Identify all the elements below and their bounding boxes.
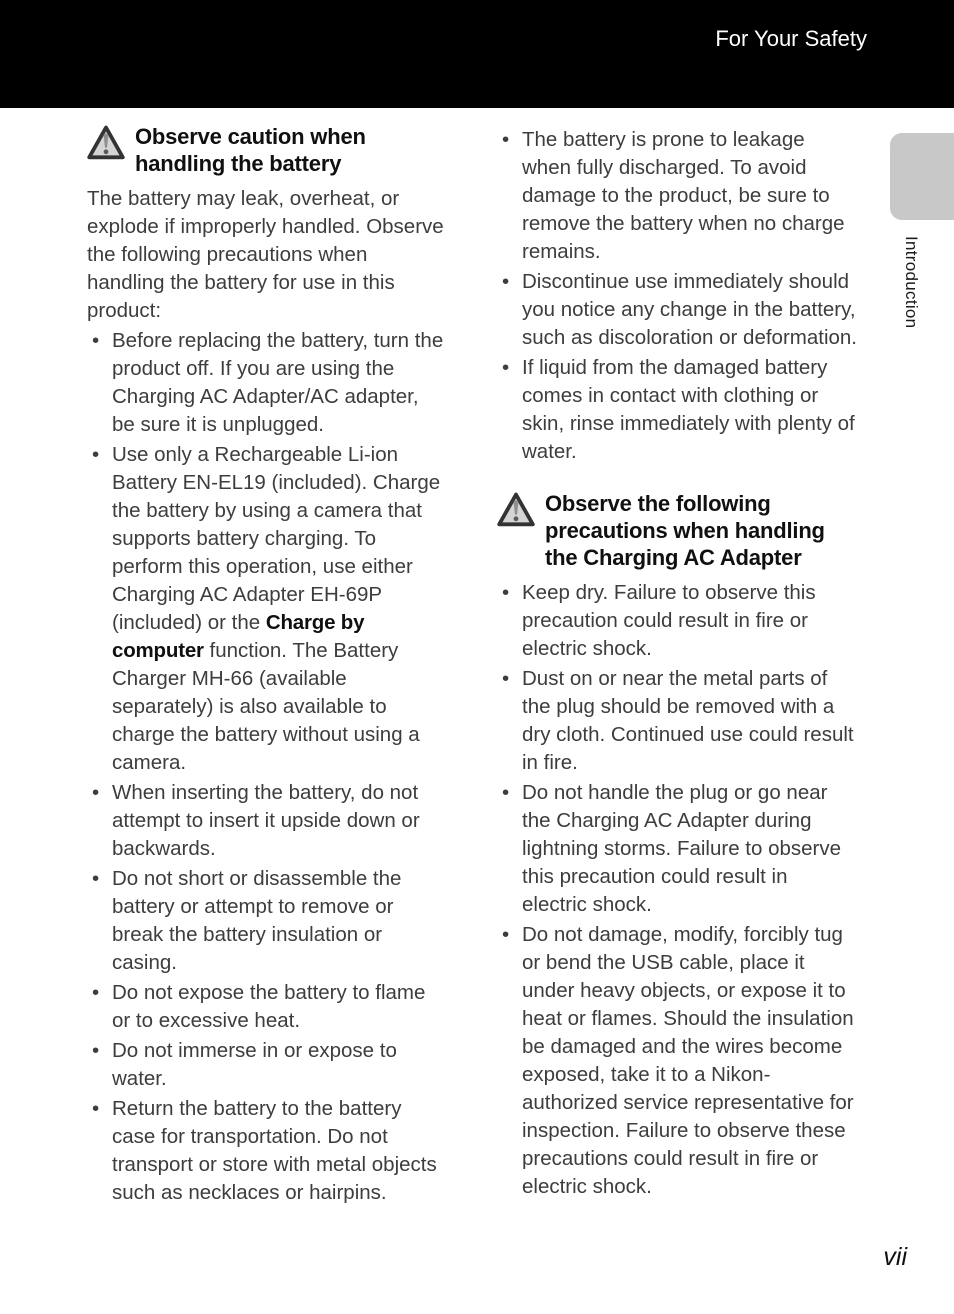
bullet-text: Do not immerse in or expose to water. [112, 1039, 397, 1090]
left-column [87, 123, 444, 1207]
list-item [497, 579, 858, 663]
bullet-text: If liquid from the damaged battery comes in contact with clothing or skin, rinse immediately with plenty of water. [522, 356, 855, 463]
warning-triangle-icon [87, 125, 125, 160]
chapter-tab-label: Introduction [902, 236, 921, 329]
bullet-marker: • [92, 867, 100, 890]
bullet-marker: • [92, 981, 100, 1004]
bullet-marker: • [502, 923, 510, 946]
bullet-marker: • [502, 356, 510, 379]
list-item [497, 126, 858, 266]
adapter-bullet-list [497, 579, 858, 1201]
battery-bullet-list-continued [497, 126, 858, 466]
list-item [497, 268, 858, 352]
battery-section-heading [87, 123, 444, 177]
list-item [87, 1037, 444, 1093]
bullet-marker: • [502, 667, 510, 690]
bullet-text: Do not handle the plug or go near the Charging AC Adapter during lightning storms. Failure to observe this precaution could result in electric shock. [522, 781, 842, 916]
bullet-text: Dust on or near the metal parts of the plug should be removed with a dry cloth. Continued use could result in fire. [522, 667, 854, 774]
chapter-tab [890, 133, 954, 220]
list-item [87, 979, 444, 1035]
battery-intro-paragraph: The battery may leak, overheat, or explode if improperly handled. Observe the following precautions when handling the battery for use in this product: [87, 187, 444, 322]
bullet-marker: • [502, 128, 510, 151]
bullet-marker: • [502, 270, 510, 293]
adapter-heading-text: Observe the following precautions when handling the Charging AC Adapter [545, 491, 825, 570]
battery-bullet-list [87, 327, 444, 1207]
list-item [87, 441, 444, 777]
bullet-marker: • [92, 781, 100, 804]
list-item [497, 779, 858, 919]
list-item [497, 665, 858, 777]
bullet-marker: • [92, 1097, 100, 1120]
bullet-text: Do not expose the battery to flame or to excessive heat. [112, 981, 426, 1032]
bullet-marker: • [502, 781, 510, 804]
bullet-text-bold-segment: Charge by computer [112, 611, 365, 662]
bullet-text: Before replacing the battery, turn the product off. If you are using the Charging AC Adapter/AC adapter, be sure it is unplugged. [112, 329, 444, 436]
bullet-text: Do not short or disassemble the battery or attempt to remove or break the battery insulation or casing. [112, 867, 402, 974]
bullet-marker: • [502, 581, 510, 604]
bullet-text: Keep dry. Failure to observe this precaution could result in fire or electric shock. [522, 581, 816, 660]
page-header-bar [0, 0, 954, 108]
page-header-title: For Your Safety [715, 26, 867, 51]
page-number: vii [883, 1243, 907, 1271]
bullet-text: Discontinue use immediately should you notice any change in the battery, such as discoloration or deformation. [522, 270, 858, 349]
adapter-section-heading [497, 490, 858, 571]
bullet-text: When inserting the battery, do not attempt to insert it upside down or backwards. [112, 781, 420, 860]
bullet-text-segment: function. The Battery Charger MH-66 (available separately) is also available to charge the battery without using a camera. [112, 639, 420, 774]
battery-heading-text: Observe caution when handling the battery [135, 124, 366, 176]
right-column [497, 124, 858, 1201]
list-item [87, 779, 444, 863]
list-item [497, 921, 858, 1201]
bullet-marker: • [92, 1039, 100, 1062]
list-item [497, 354, 858, 466]
bullet-text: Return the battery to the battery case for transportation. Do not transport or store with metal objects such as necklaces or hairpins. [112, 1097, 437, 1204]
bullet-text-segment: Use only a Rechargeable Li-ion Battery EN-EL19 (included). Charge the battery by using a camera that supports battery charging. To perform this operation, use either Charging AC Adapter EH-69P (included) or the [112, 443, 441, 634]
list-item [87, 865, 444, 977]
bullet-marker: • [92, 329, 100, 352]
bullet-text: Do not damage, modify, forcibly tug or bend the USB cable, place it under heavy objects, or expose it to heat or flames. Should the insulation be damaged and the wires become exposed, take it to a Nikon-authorized service representative for inspection. Failure to observe these precautions could result in fire or electric shock. [522, 923, 854, 1198]
bullet-text [112, 443, 440, 774]
list-item [87, 1095, 444, 1207]
warning-triangle-icon [497, 492, 535, 527]
list-item [87, 327, 444, 439]
bullet-text: The battery is prone to leakage when fully discharged. To avoid damage to the product, be sure to remove the battery when no charge remains. [522, 128, 845, 263]
bullet-marker: • [92, 443, 100, 466]
